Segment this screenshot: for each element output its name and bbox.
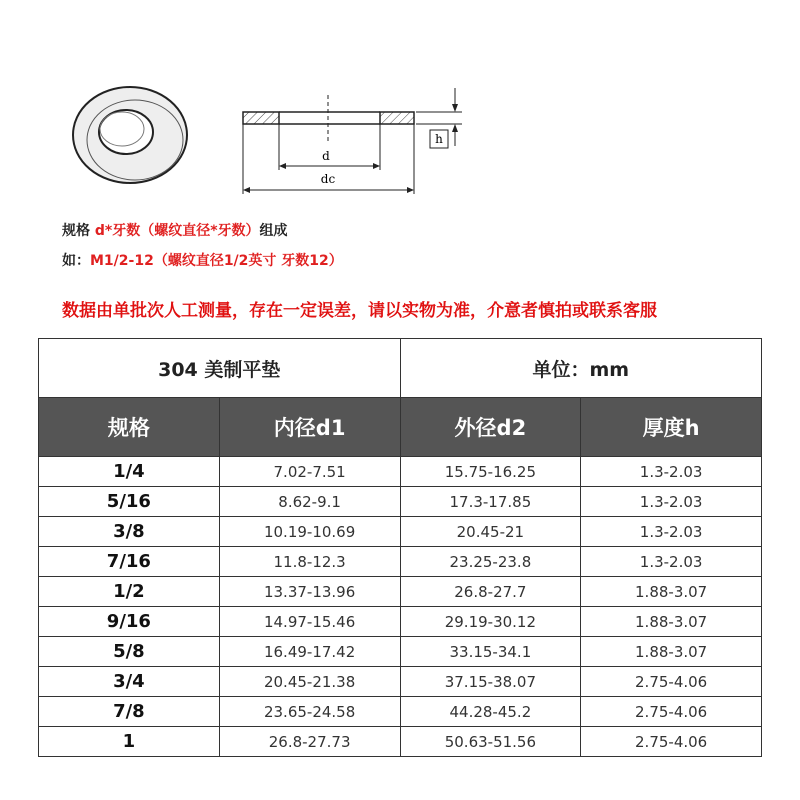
header-inner-diameter: 内径d1 <box>219 398 400 457</box>
cell-inner-diameter: 13.37-13.96 <box>219 577 400 607</box>
cell-thickness: 1.88-3.07 <box>581 637 762 667</box>
table-row <box>39 457 762 487</box>
table-unit: 单位：mm <box>400 339 762 398</box>
cell-size: 3/4 <box>39 667 220 697</box>
washer-perspective-icon <box>73 87 187 183</box>
table-row <box>39 727 762 757</box>
cell-outer-diameter: 50.63-51.56 <box>400 727 581 757</box>
cell-size: 5/8 <box>39 637 220 667</box>
cell-size: 1/2 <box>39 577 220 607</box>
cell-thickness: 1.88-3.07 <box>581 577 762 607</box>
label-dc: dc <box>320 172 336 186</box>
spec-format-line <box>62 220 288 240</box>
washer-section-icon <box>243 88 462 194</box>
table-title-row <box>39 339 762 398</box>
table-header-row <box>39 398 762 457</box>
cell-outer-diameter: 29.19-30.12 <box>400 607 581 637</box>
cell-thickness: 1.3-2.03 <box>581 547 762 577</box>
cell-thickness: 1.88-3.07 <box>581 607 762 637</box>
cell-size: 7/16 <box>39 547 220 577</box>
cell-inner-diameter: 23.65-24.58 <box>219 697 400 727</box>
cell-inner-diameter: 14.97-15.46 <box>219 607 400 637</box>
spec-table <box>38 338 762 757</box>
header-thickness: 厚度h <box>581 398 762 457</box>
measurement-notice: 数据由单批次人工测量，存在一定误差，请以实物为准，介意者慎拍或联系客服 <box>62 301 657 321</box>
cell-inner-diameter: 11.8-12.3 <box>219 547 400 577</box>
cell-thickness: 1.3-2.03 <box>581 487 762 517</box>
cell-inner-diameter: 16.49-17.42 <box>219 637 400 667</box>
header-size: 规格 <box>39 398 220 457</box>
cell-size: 1/4 <box>39 457 220 487</box>
header-outer-diameter: 外径d2 <box>400 398 581 457</box>
cell-inner-diameter: 10.19-10.69 <box>219 517 400 547</box>
cell-inner-diameter: 7.02-7.51 <box>219 457 400 487</box>
cell-outer-diameter: 33.15-34.1 <box>400 637 581 667</box>
cell-size: 3/8 <box>39 517 220 547</box>
cell-size: 9/16 <box>39 607 220 637</box>
table-row <box>39 487 762 517</box>
cell-inner-diameter: 20.45-21.38 <box>219 667 400 697</box>
cell-size: 1 <box>39 727 220 757</box>
table-row <box>39 667 762 697</box>
cell-outer-diameter: 44.28-45.2 <box>400 697 581 727</box>
label-h: h <box>435 132 443 146</box>
washer-diagram <box>60 80 480 210</box>
cell-outer-diameter: 23.25-23.8 <box>400 547 581 577</box>
cell-size: 7/8 <box>39 697 220 727</box>
table-title: 304 美制平垫 <box>39 339 401 398</box>
cell-thickness: 1.3-2.03 <box>581 457 762 487</box>
cell-inner-diameter: 26.8-27.73 <box>219 727 400 757</box>
cell-outer-diameter: 20.45-21 <box>400 517 581 547</box>
table-row <box>39 637 762 667</box>
cell-outer-diameter: 37.15-38.07 <box>400 667 581 697</box>
label-d: d <box>322 149 330 163</box>
table-row <box>39 547 762 577</box>
cell-size: 5/16 <box>39 487 220 517</box>
cell-outer-diameter: 17.3-17.85 <box>400 487 581 517</box>
spec-example-prefix: 如： <box>62 253 90 269</box>
spec-format-prefix: 规格 <box>62 223 95 239</box>
spec-format-suffix: 组成 <box>259 223 288 239</box>
cell-inner-diameter: 8.62-9.1 <box>219 487 400 517</box>
cell-thickness: 2.75-4.06 <box>581 727 762 757</box>
cell-thickness: 1.3-2.03 <box>581 517 762 547</box>
table-row <box>39 697 762 727</box>
cell-outer-diameter: 15.75-16.25 <box>400 457 581 487</box>
spec-example-highlight: M1/2-12（螺纹直径1/2英寸 牙数12） <box>90 253 343 269</box>
cell-thickness: 2.75-4.06 <box>581 697 762 727</box>
table-row <box>39 607 762 637</box>
table-row <box>39 517 762 547</box>
spec-format-highlight: d*牙数（螺纹直径*牙数） <box>94 223 260 239</box>
table-row <box>39 577 762 607</box>
cell-thickness: 2.75-4.06 <box>581 667 762 697</box>
cell-outer-diameter: 26.8-27.7 <box>400 577 581 607</box>
spec-example-line <box>62 250 343 270</box>
